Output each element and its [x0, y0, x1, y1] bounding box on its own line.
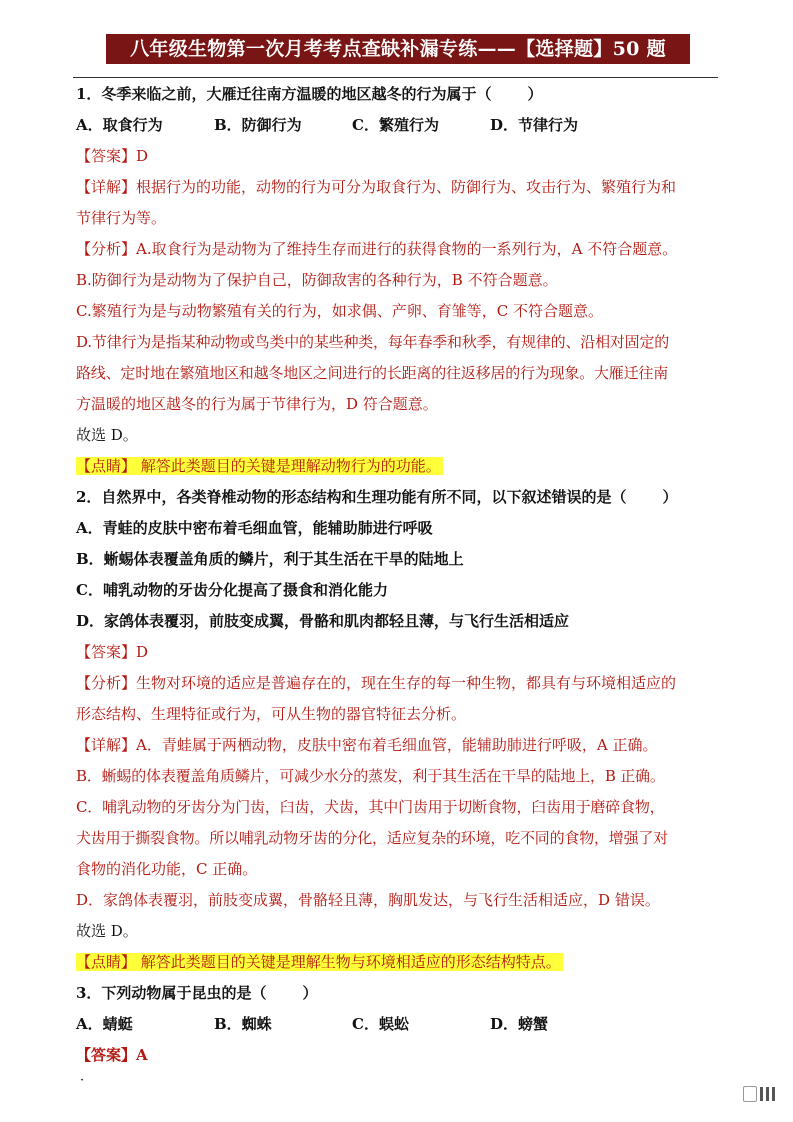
q1-analysis-line: 方温暖的地区越冬的行为属于节律行为，D 符合题意。: [76, 395, 438, 413]
q2-conclusion: 故选 D。: [76, 922, 138, 940]
q2-analysis-tag: 【分析】: [76, 674, 137, 692]
watermark-logo: [743, 1086, 775, 1102]
question-3-options: [76, 1009, 726, 1040]
q2-detail-line: D．家鸽体表覆羽，前肢变成翼，骨骼轻且薄，胸肌发达，与飞行生活相适应，D 错误。: [76, 891, 660, 909]
q2-detail-text: A．青蛙属于两栖动物，皮肤中密布着毛细血管，能辅助肺进行呼吸，A 正确。: [136, 736, 658, 754]
q3-option-c: C．蜈蚣: [352, 1015, 409, 1033]
question-1-stem: [76, 79, 726, 110]
q1-analysis-tag: 【分析】: [76, 240, 137, 258]
q1-analysis-line: 路线、定时地在繁殖地区和越冬地区之间进行的长距离的往返移居的行为现象。大雁迁往南: [76, 364, 669, 382]
q3-answer: [76, 1040, 726, 1071]
watermark-box-icon: [743, 1086, 757, 1102]
q3-answer-value: A: [136, 1046, 148, 1064]
document-body: [76, 79, 726, 1091]
q1-tip-text: 解答此类题目的关键是理解动物行为的功能。: [140, 457, 441, 475]
q1-analysis-line: [76, 234, 726, 265]
q1-tip-tag: 【点睛】: [76, 457, 137, 475]
q1-option-d: D．节律行为: [490, 116, 579, 134]
q1-conclusion: 故选 D。: [76, 426, 138, 444]
q1-analysis-line: D.节律行为是指某种动物或鸟类中的某些种类，每年春季和秋季，有规律的、沿相对固定的: [76, 333, 670, 351]
q1-option-b: B．防御行为: [214, 116, 302, 134]
q2-answer-value: D: [136, 643, 149, 661]
q1-tip: [76, 451, 726, 482]
question-2-stem: [76, 482, 726, 513]
q2-answer-tag: 【答案】: [76, 643, 137, 661]
q1-analysis-line: C.繁殖行为是与动物繁殖有关的行为，如求偶、产卵、育雏等，C 不符合题意。: [76, 302, 603, 320]
question-2-text: 2．自然界中，各类脊椎动物的形态结构和生理功能有所不同，以下叙述错误的是（: [76, 488, 627, 506]
q2-answer: [76, 637, 726, 668]
q2-analysis-text: 生物对环境的适应是普遍存在的，现在生存的每一种生物，都具有与环境相适应的: [136, 674, 677, 692]
q2-tip: [76, 947, 726, 978]
trailing-dot: ·: [80, 1073, 85, 1088]
question-3-stem: [76, 978, 726, 1009]
question-1-options: [76, 110, 726, 141]
question-1-text: 1．冬季来临之前，大雁迁往南方温暖的地区越冬的行为属于（: [76, 85, 492, 103]
watermark-bar-icon: [760, 1087, 763, 1101]
title-divider: [73, 77, 718, 78]
q1-detail-line: 节律行为等。: [76, 209, 167, 227]
q2-detail-line: C．哺乳动物的牙齿分为门齿，臼齿，犬齿，其中门齿用于切断食物，臼齿用于磨碎食物，: [76, 798, 665, 816]
q2-option-c: C．哺乳动物的牙齿分化提高了摄食和消化能力: [76, 581, 388, 599]
question-1-close: ）: [527, 85, 543, 103]
q2-detail-line: B．蜥蜴的体表覆盖角质鳞片，可减少水分的蒸发，利于其生活在干旱的陆地上，B 正确。: [76, 767, 665, 785]
q1-option-c: C．繁殖行为: [352, 116, 439, 134]
q1-analysis-text: A.取食行为是动物为了维持生存而进行的获得食物的一系列行为，A 不符合题意。: [136, 240, 678, 258]
question-2-close: ）: [662, 488, 678, 506]
q2-option-b: B．蜥蜴体表覆盖角质的鳞片，利于其生活在干旱的陆地上: [76, 550, 464, 568]
q2-detail-line: 食物的消化功能，C 正确。: [76, 860, 258, 878]
q3-option-d: D．螃蟹: [490, 1015, 549, 1033]
q2-detail-line: 犬齿用于撕裂食物。所以哺乳动物牙齿的分化，适应复杂的环境，吃不同的食物，增强了对: [76, 829, 669, 847]
question-3-text: 3．下列动物属于昆虫的是（: [76, 984, 267, 1002]
q2-tip-text: 解答此类题目的关键是理解生物与环境相适应的形态结构特点。: [140, 953, 561, 971]
q3-option-b: B．蜘蛛: [214, 1015, 272, 1033]
q2-detail-tag: 【详解】: [76, 736, 137, 754]
q1-answer-value: D: [136, 147, 149, 165]
q2-option-d: D．家鸽体表覆羽，前肢变成翼，骨骼和肌肉都轻且薄，与飞行生活相适应: [76, 612, 570, 630]
q2-tip-tag: 【点睛】: [76, 953, 137, 971]
q1-option-a: A．取食行为: [76, 116, 163, 134]
question-3-close: ）: [302, 984, 318, 1002]
q2-analysis-line: [76, 668, 726, 699]
q3-answer-tag: 【答案】: [76, 1046, 137, 1064]
q3-option-a: A．蜻蜓: [76, 1015, 133, 1033]
q2-analysis-line: 形态结构、生理特征或行为，可从生物的器官特征去分析。: [76, 705, 467, 723]
watermark-bar-icon: [772, 1087, 775, 1101]
page-title: 八年级生物第一次月考考点查缺补漏专练——【选择题】50 题: [106, 34, 690, 64]
q2-detail-line: [76, 730, 726, 761]
q1-analysis-line: B.防御行为是动物为了保护自己，防御敌害的各种行为，B 不符合题意。: [76, 271, 558, 289]
watermark-bar-icon: [766, 1087, 769, 1101]
q1-detail-text: 根据行为的功能，动物的行为可分为取食行为、防御行为、攻击行为、繁殖行为和: [136, 178, 677, 196]
q1-detail-tag: 【详解】: [76, 178, 137, 196]
q1-answer: [76, 141, 726, 172]
q1-detail-line: [76, 172, 726, 203]
q2-option-a: A．青蛙的皮肤中密布着毛细血管，能辅助肺进行呼吸: [76, 519, 433, 537]
q1-answer-tag: 【答案】: [76, 147, 137, 165]
